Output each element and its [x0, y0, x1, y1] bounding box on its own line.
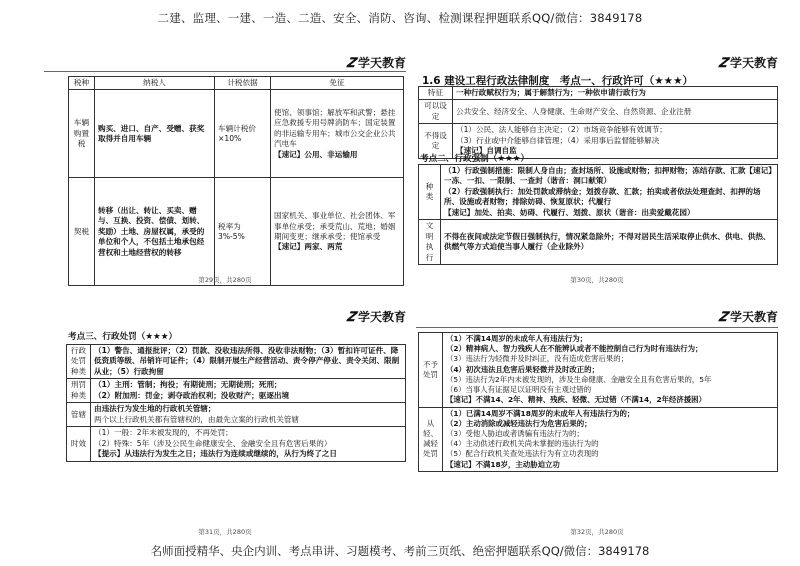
row-line: （5）配合行政机关查处违法行为有立功表现的 [446, 449, 599, 459]
table-row [69, 90, 404, 178]
row-line: （1）已满14周岁不满18周岁的未成年人有违法行为的； [446, 408, 635, 418]
row-label: 时效 [67, 427, 91, 461]
row-line: （4）初次违法且危害后果轻微并及时改正的； [446, 364, 599, 374]
memo-text: 【速记】两家、两荒 [274, 242, 343, 252]
row-line: （1）行政强制措施：限制人身自由；查封场所、设施或财物；扣押财物；冻结存款、汇款【速记】一冻、一扣、一限制、一查封（谐音：洞口献策） [444, 166, 773, 186]
row-text [441, 165, 778, 220]
table-row [419, 165, 778, 220]
header-rule [416, 327, 778, 328]
table-row [67, 427, 406, 461]
row-label: 特征 [419, 87, 453, 100]
permit-table [418, 86, 778, 159]
exempt-text: 国家机关、事业单位、社会团体、军事单位承受；承受荒山、荒地；婚姻期间变更；继承承受；使馆承受 [274, 211, 396, 241]
table-row [69, 178, 404, 286]
brand-name: 学天教育 [357, 56, 406, 70]
tax-basis: 车辆计税价×10% [215, 90, 271, 178]
row-text [443, 333, 778, 408]
tax-table [68, 76, 404, 286]
row-label: 可以设定 [419, 100, 453, 124]
row-line: （2）行政强制执行：加处罚款或滞纳金；划拨存款、汇款；拍卖或者依法处理查封、扣押的场所、设施或者财物；排除妨碍、恢复原状；代履行 [444, 186, 761, 207]
row-text [443, 407, 778, 471]
enforcement-table [418, 164, 778, 265]
table-row [419, 87, 778, 100]
brand-logo [718, 308, 778, 325]
row-text [91, 427, 406, 461]
table-row [419, 100, 778, 124]
row-text: 一种行政赋权行为；属于解禁行为；一种依申请行政行为 [453, 87, 778, 100]
table-row [419, 407, 778, 471]
header-rule [44, 71, 406, 72]
row-label: 不得设定 [419, 124, 453, 158]
page-number: 第30页，共280页 [570, 276, 624, 284]
table-header-row [69, 77, 404, 90]
memo-text: 【速记】不满14、2年、精神、残疾、轻微、无过错（不满14，2年经济援困） [446, 395, 706, 405]
row-line: （2）特殊：5年（涉及公民生命健康安全、金融安全且有危害后果的） [94, 438, 332, 448]
tax-payers: 转移（出让、转让、买卖、赠与、互换、投资、偿债、划转、奖励）土地、房屋权属，承受的单位和个人，不包括土地承包经营权和土地经营权的转移 [95, 178, 215, 286]
tax-basis: 税率为3%-5% [215, 178, 271, 286]
table-header: 税种 [69, 77, 95, 90]
brand-logo-icon: 𝒁 [718, 310, 727, 325]
row-line: （1）不满14周岁的未成年人有违法行为； [446, 334, 588, 343]
brand-logo-icon: 𝒁 [718, 56, 727, 71]
tax-exempt [271, 90, 404, 178]
header-banner: 二建、监理、一建、一造、二造、安全、消防、咨询、检测课程押题联系QQ/微信：3849178 [157, 11, 643, 25]
row-label: 从轻、减轻处罚 [419, 407, 443, 471]
section-title: 1.6 建设工程行政法律制度 考点一、行政许可（★★★） [422, 75, 693, 87]
table-row [67, 345, 406, 379]
table-row [67, 379, 406, 403]
table-row [419, 220, 778, 265]
sub-title: 考点二、行政强制（★★★） [420, 154, 530, 164]
tax-type: 车辆购置税 [69, 90, 95, 178]
table-row [419, 333, 778, 408]
table-row [67, 403, 406, 427]
row-line: （2）附加刑：罚金；剥夺政治权利；没收财产；驱逐出境 [94, 390, 290, 400]
exempt-text: 使馆、领事馆；解放军和武警；悬挂应急救援专用号牌消防车；国定装置的非运输专用车；城市公交企业公共汽电车 [274, 107, 396, 149]
brand-name: 学天教育 [357, 310, 406, 324]
memo-text: 【速记】加处、拍卖、妨碍、代履行、划拨、原状（谐音：出卖爱戴花园） [444, 207, 695, 217]
memo-text: 【速记】自调自监 [456, 146, 517, 156]
row-line: （3）受他人胁迫或者诱骗有违法行为的； [446, 428, 584, 438]
row-text: 不得在夜间或法定节假日强制执行，情况紧急除外；不得对居民生活采取停止供水、供电、供热、供燃气等方式迫使当事人履行（企业除外） [441, 220, 778, 265]
row-line: 两个以上行政机关都有管辖权的，由最先立案的行政机关管辖 [94, 414, 300, 424]
row-line: （2）主动消除或减轻违法行为危害后果的； [446, 418, 592, 428]
row-text: （1）警告、通报批评；（2）罚款、没收违法所得、没收非法财物；（3）暂扣许可证件、降低资质等级、吊销许可证件；（4）限制开展生产经营活动、责令停产停业、责令关闭、限制从业；（5）行政拘留 [91, 345, 406, 379]
page-32 [416, 296, 778, 540]
memo-text: 【速记】公用、非运输用 [274, 149, 358, 159]
brand-logo-icon: 𝒁 [346, 56, 355, 71]
penalty-exemption-table [418, 332, 778, 472]
row-text: 公共安全、经济安全、人身健康、生命财产安全、自然资源、企业注册 [453, 100, 778, 124]
table-header: 免征 [271, 77, 404, 90]
row-text [91, 379, 406, 403]
row-line: （2）精神病人、智力残疾人在不能辨认或者不能控制自己行为时有违法行为； [446, 344, 703, 354]
table-header: 纳税人 [95, 77, 215, 90]
row-label: 刑罚种类 [67, 379, 91, 403]
row-line: （1）一般：2年未被发现的，不再处罚； [94, 428, 233, 438]
page-number: 第32页，共280页 [570, 528, 624, 536]
page-number: 第31页，共280页 [198, 528, 252, 536]
row-text [91, 403, 406, 427]
page-30 [416, 36, 778, 288]
brand-logo [346, 308, 406, 325]
row-line: （4）主动供述行政机关尚未掌握的违法行为的 [446, 439, 599, 449]
table-header: 计税依据 [215, 77, 271, 90]
row-label: 不予处罚 [419, 333, 443, 408]
tax-exempt [271, 178, 404, 286]
tax-type: 契税 [69, 178, 95, 286]
row-label: 文明执行 [419, 220, 441, 265]
row-line: （1）公民、法人能够自主决定；（2）市场竞争能够有效调节； [456, 125, 667, 135]
tax-payers: 购买、进口、自产、受赠、获奖取得并自用车辆 [95, 90, 215, 178]
brand-logo-icon: 𝒁 [346, 310, 355, 325]
row-line: 由违法行为发生地的行政机关管辖； [94, 404, 216, 414]
row-label: 种类 [419, 165, 441, 220]
row-line: （3）违法行为轻微并及时纠正，没有造成危害后果的； [446, 354, 629, 364]
section-title: 考点三、行政处罚（★★★） [68, 332, 178, 342]
row-label: 行政处罚种类 [67, 345, 91, 379]
brand-name: 学天教育 [729, 310, 778, 324]
penalty-table [66, 344, 406, 462]
page-number: 第29页，共280页 [198, 276, 252, 284]
brand-logo [346, 54, 406, 71]
row-label: 管辖 [67, 403, 91, 427]
memo-text: 【速记】不满18岁，主动胁迫立功 [446, 459, 560, 469]
footer-banner: 名师面授精华、央企内训、考点串讲、习题模考、考前三页纸、绝密押题联系QQ/微信：3849178 [150, 544, 650, 558]
memo-text: 【提示】从违法行为发生之日；违法行为连续或继续的，从行为终了之日 [94, 449, 337, 459]
row-line: （3）行业或中介能够自律管理；（4）采用事后监督能够解决 [456, 135, 660, 145]
page-29 [44, 36, 406, 288]
row-line: （1）主刑：管制；拘役；有期徒刑；无期徒刑；死刑； [94, 380, 282, 390]
brand-logo [718, 54, 778, 71]
brand-name: 学天教育 [729, 56, 778, 70]
row-line: （6）当事人有证据足以证明没有主观过错的 [446, 385, 592, 395]
row-line: （5）违法行为2年内未被发现的，涉及生命健康、金融安全且有危害后果的，5年 [446, 374, 712, 384]
page-31 [44, 296, 406, 540]
